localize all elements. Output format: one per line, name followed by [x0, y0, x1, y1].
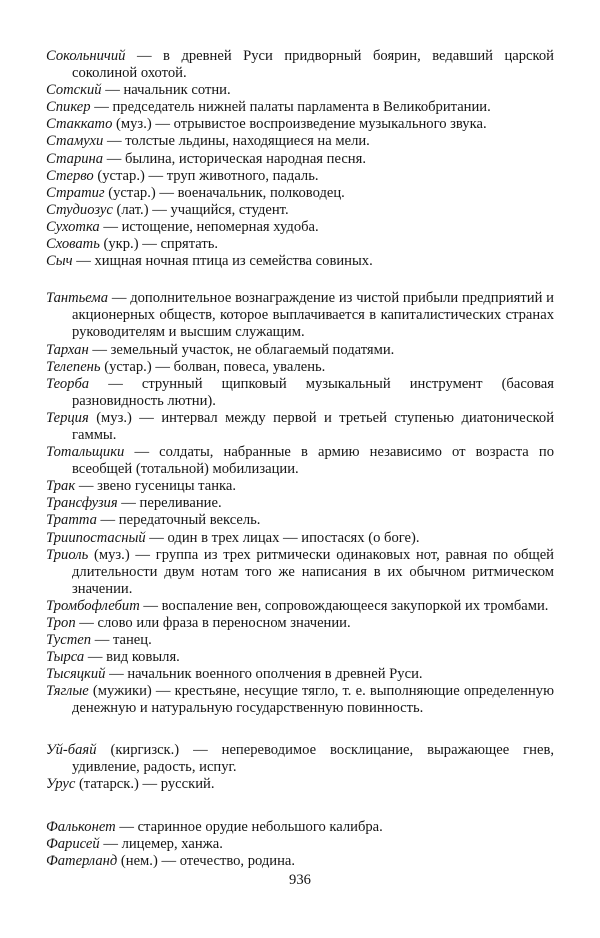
entry-definition: — начальник военного ополчения в древней Руси.: [105, 666, 423, 683]
glossary-entry: [46, 836, 554, 853]
entry-definition: — слово или фраза в переносном значении.: [75, 615, 351, 631]
glossary-entry: [46, 632, 554, 649]
entry-term: Трак: [46, 478, 76, 495]
entry-term: Фарисей: [46, 835, 100, 852]
glossary-entry: [46, 478, 554, 495]
entry-definition: (устар.) — болван, повеса, увалень.: [100, 358, 326, 375]
entry-definition: (киргизск.) — непереводимое восклицание, выражающее гнев, удивление, радость, испуг.: [72, 741, 554, 775]
entry-term: Тратта: [46, 512, 97, 529]
entry-term: Трансфузия: [46, 495, 118, 512]
entry-definition: — начальник сотни.: [101, 82, 231, 99]
glossary-entry: [46, 819, 554, 836]
entry-term: Тяглые: [46, 683, 89, 700]
entry-term: Троп: [46, 615, 76, 631]
glossary-entry: [46, 853, 554, 870]
glossary-entry: [46, 444, 554, 478]
entry-term: Уй-баяй: [46, 741, 97, 758]
entry-definition: — земельный участок, не облагаемый податями.: [88, 341, 395, 358]
glossary-entry: [46, 236, 554, 253]
glossary-entry: [46, 683, 554, 717]
entry-term: Тархан: [46, 341, 89, 358]
entry-definition: — былина, историческая народная песня.: [103, 150, 366, 167]
glossary-entry: [46, 253, 554, 270]
entry-definition: — толстые льдины, находящиеся на мели.: [103, 133, 370, 150]
glossary-entry: [46, 168, 554, 185]
entry-term: Стерво: [46, 167, 94, 184]
entry-term: Тантьема: [46, 290, 109, 307]
entry-term: Тысяцкий: [46, 666, 106, 683]
glossary-entry: [46, 185, 554, 202]
glossary-entry: [46, 359, 554, 376]
glossary-entry: [46, 598, 554, 615]
glossary-group-s: [46, 48, 554, 270]
entry-term: Триоль: [46, 546, 89, 563]
entry-term: Терция: [46, 409, 89, 426]
glossary-group-f: [46, 819, 554, 870]
entry-term: Сокольничий: [46, 48, 126, 64]
entry-definition: (нем.) — отечество, родина.: [117, 853, 296, 870]
entry-term: Фатерланд: [46, 853, 118, 870]
entry-definition: (муз.) — группа из трех ритмически одинаковых нот, равная по общей длительности двум нотам того же написания в их обычном ритмическом значении.: [72, 546, 554, 597]
entry-definition: — танец.: [91, 632, 152, 649]
entry-definition: — председатель нижней палаты парламента в Великобритании.: [90, 99, 491, 116]
glossary-entry: [46, 48, 554, 82]
glossary-entry: [46, 495, 554, 512]
entry-term: Тромбофлебит: [46, 597, 140, 614]
glossary-entry: [46, 666, 554, 683]
glossary-entry: [46, 342, 554, 359]
entry-definition: (татарск.) — русский.: [75, 775, 215, 792]
entry-definition: — струнный щипковый музыкальный инструмент (басовая разновидность лютни).: [72, 375, 554, 409]
glossary-entry: [46, 290, 554, 341]
entry-term: Триипостасный: [46, 529, 146, 546]
entry-term: Стратиг: [46, 184, 105, 201]
glossary-entry: [46, 151, 554, 168]
entry-term: Урус: [46, 775, 76, 792]
entry-definition: — передаточный вексель.: [96, 512, 261, 529]
glossary-page: [46, 48, 554, 870]
entry-definition: (устар.) — труп животного, падаль.: [93, 167, 319, 184]
entry-definition: (укр.) — спрятать.: [99, 236, 219, 253]
glossary-entry: [46, 82, 554, 99]
entry-definition: — переливание.: [117, 495, 222, 512]
glossary-entry: [46, 99, 554, 116]
entry-definition: (мужики) — крестьяне, несущие тягло, т. е. выполняющие определенную денежную и натуральную государственную повинность.: [72, 683, 554, 717]
glossary-entry: [46, 219, 554, 236]
glossary-entry: [46, 410, 554, 444]
entry-definition: — в древней Руси придворный боярин, ведавший царской соколиной охотой.: [72, 48, 554, 82]
glossary-entry: [46, 742, 554, 776]
glossary-entry: [46, 776, 554, 793]
entry-definition: — звено гусеницы танка.: [75, 478, 237, 495]
glossary-entry: [46, 116, 554, 133]
entry-definition: (муз.) — отрывистое воспроизведение музыкального звука.: [112, 116, 487, 133]
glossary-entry: [46, 530, 554, 547]
glossary-group-t: [46, 290, 554, 717]
entry-definition: — старинное орудие небольшого калибра.: [115, 818, 383, 835]
entry-term: Стамухи: [46, 133, 104, 150]
glossary-entry: [46, 376, 554, 410]
entry-term: Теорба: [46, 375, 90, 392]
entry-definition: — один в трех лицах — ипостасях (о боге).: [145, 529, 420, 546]
entry-term: Старина: [46, 150, 104, 167]
entry-term: Студиозус: [46, 201, 113, 218]
entry-definition: — воспаление вен, сопровождающееся закупоркой их тромбами.: [139, 597, 549, 614]
entry-term: Сыч: [46, 253, 73, 270]
glossary-entry: [46, 133, 554, 150]
entry-definition: (муз.) — интервал между первой и третьей ступенью диатонической гаммы.: [72, 409, 554, 443]
entry-definition: — вид ковыля.: [84, 649, 180, 666]
entry-definition: (устар.) — военачальник, полководец.: [104, 184, 345, 201]
entry-definition: — солдаты, набранные в армию независимо от возраста по всеобщей (тотальной) мобилизации.: [72, 444, 554, 478]
entry-term: Тотальщики: [46, 444, 125, 461]
entry-term: Сухотка: [46, 218, 100, 235]
glossary-entry: [46, 512, 554, 529]
entry-term: Сотский: [46, 82, 102, 99]
entry-definition: — хищная ночная птица из семейства совиных.: [72, 253, 373, 270]
entry-term: Спикер: [46, 99, 91, 116]
entry-definition: — истощение, непомерная худоба.: [99, 218, 319, 235]
entry-term: Стаккато: [46, 116, 113, 133]
entry-term: Сховать: [46, 236, 100, 253]
glossary-entry: [46, 202, 554, 219]
entry-term: Тустеп: [46, 632, 92, 649]
glossary-entry: [46, 615, 554, 632]
entry-term: Телепень: [46, 358, 101, 375]
glossary-entry: [46, 649, 554, 666]
page-number: 936: [289, 872, 311, 888]
entry-definition: (лат.) — учащийся, студент.: [112, 201, 289, 218]
entry-definition: — дополнительное вознаграждение из чистой прибыли предприятий и акционерных обществ, которое выплачивается в капиталистических странах руководителям и высшим служащим.: [72, 290, 554, 341]
entry-definition: — лицемер, ханжа.: [99, 835, 223, 852]
glossary-group-u: [46, 742, 554, 793]
entry-term: Тырса: [46, 649, 85, 666]
entry-term: Фальконет: [46, 818, 116, 835]
glossary-entry: [46, 547, 554, 598]
